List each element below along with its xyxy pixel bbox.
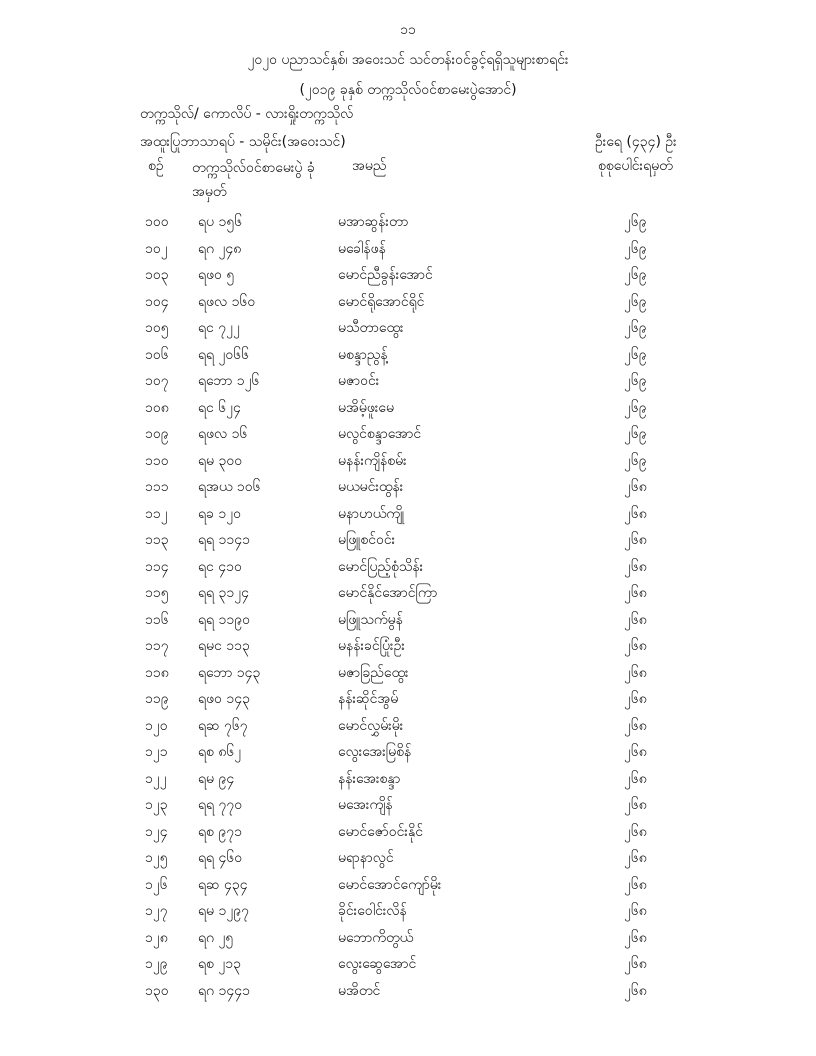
row-no: ၁၂၄ bbox=[145, 823, 168, 840]
table-row bbox=[0, 290, 816, 317]
row-no: ၁၂၅ bbox=[145, 850, 168, 866]
row-no: ၁၁၃ bbox=[145, 532, 169, 548]
row-score: ၂၆၈ bbox=[624, 691, 647, 707]
row-score: ၂၆၈ bbox=[624, 505, 647, 522]
row-name: မယမင်းထွန်း bbox=[338, 479, 404, 495]
row-no: ၁၀၂ bbox=[145, 240, 168, 257]
column-header-roll: တက္ကသိုလ်ဝင်စာမေးပွဲ ခုံအမှတ် bbox=[192, 160, 315, 200]
row-name: မအိမ့်ဖူးမေ bbox=[338, 399, 394, 416]
row-roll-number: ရဂ ၂၅ bbox=[198, 929, 234, 946]
row-name: လွေးအေးမြစိန် bbox=[338, 744, 412, 760]
row-name: မခေါန်ဖန် bbox=[338, 240, 386, 257]
table-row bbox=[0, 952, 816, 979]
row-name: နန်းအေးစန္ဒာ bbox=[338, 770, 401, 787]
row-roll-number: ရင ၄၁၀ bbox=[198, 558, 242, 575]
row-name: မအေးကျိန် bbox=[338, 797, 393, 813]
row-name: မောင်ညီခွန်းအောင် bbox=[338, 267, 433, 283]
row-name: မသီတာထွေး bbox=[338, 320, 404, 336]
university-line: တက္ကသိုလ်/ ကောလိပ် - လားရှိုးတက္ကသိုလ် bbox=[140, 106, 354, 122]
row-name: နန်းဆိုင်အွမ် bbox=[338, 691, 399, 707]
row-roll-number: ရစ ၂၁၃ bbox=[198, 956, 241, 972]
row-name: မရာနာလွင် bbox=[338, 850, 394, 866]
major-line: အထူးပြုဘာသာရပ် - သမိုင်း(အဝေးသင်) bbox=[140, 134, 346, 150]
row-roll-number: ရမ ၁၂၉၇ bbox=[198, 903, 249, 919]
table-row bbox=[0, 528, 816, 555]
row-roll-number: ရရ ၂၀၆၆ bbox=[198, 346, 250, 363]
row-name: မဇာဝင်း bbox=[338, 373, 380, 389]
row-score: ၂၆၈ bbox=[624, 638, 647, 654]
row-roll-number: ရဘော ၁၂၆ bbox=[198, 373, 260, 389]
row-roll-number: ရမ ၉၄ bbox=[198, 770, 235, 787]
row-score: ၂၆၈ bbox=[624, 532, 647, 548]
row-score: ၂၆၈ bbox=[624, 717, 647, 734]
row-name: မနာဟယ်ကျို bbox=[338, 505, 405, 522]
row-score: ၂၆၈ bbox=[624, 611, 647, 628]
row-no: ၁၀၃ bbox=[145, 267, 169, 283]
row-name: မဇာခြည်ထွေး bbox=[338, 664, 409, 681]
row-roll-number: ရရ ၄၆၀ bbox=[198, 850, 243, 866]
row-roll-number: ရမင ၁၁၃ bbox=[198, 638, 250, 654]
row-no: ၁၃၀ bbox=[145, 982, 169, 999]
row-name: လွေးဆွေအောင် bbox=[338, 956, 417, 972]
row-name: မအာဆွန်းတာ bbox=[338, 214, 409, 230]
row-roll-number: ရဘော ၁၄၃ bbox=[198, 664, 261, 681]
row-no: ၁၂၉ bbox=[145, 956, 168, 972]
row-name: မဘောကိတွယ် bbox=[338, 929, 414, 946]
table-row bbox=[0, 263, 816, 290]
table-row bbox=[0, 343, 816, 370]
row-no: ၁၁၉ bbox=[145, 691, 169, 707]
row-score: ၂၆၈ bbox=[624, 585, 647, 601]
row-name: မောင်ပြည့်စုံသိန်း bbox=[338, 558, 424, 575]
row-score: ၂၆၉ bbox=[624, 214, 647, 230]
row-roll-number: ရဖဝ ၁၄၃ bbox=[198, 691, 250, 707]
table-row bbox=[0, 899, 816, 926]
row-roll-number: ရင ၇၂၂ bbox=[198, 320, 240, 336]
row-roll-number: ရရ ၁၁၄၁ bbox=[198, 532, 251, 548]
row-no: ၁၀၈ bbox=[145, 399, 169, 416]
table-row bbox=[0, 793, 816, 820]
total-count: ဦးရေ (၄၃၄) ဦး bbox=[595, 134, 677, 150]
page-title: ၂၀၂၀ ပညာသင်နှစ်၊ အဝေးသင် သင်တန်းဝင်ခွင့်ရရှိသူများစာရင်း bbox=[247, 52, 569, 68]
table-row bbox=[0, 396, 816, 423]
row-roll-number: ရဖဝ ၅ bbox=[198, 267, 235, 283]
table-row bbox=[0, 316, 816, 343]
row-roll-number: ရဆ ၄၃၄ bbox=[198, 876, 248, 893]
row-roll-number: ရပ ၁၅၆ bbox=[198, 214, 243, 230]
row-score: ၂၆၉ bbox=[624, 240, 647, 257]
row-score: ၂၆၈ bbox=[624, 770, 647, 787]
table-row bbox=[0, 740, 816, 767]
row-score: ၂၆၉ bbox=[624, 320, 647, 336]
row-score: ၂၆၉ bbox=[624, 426, 647, 442]
row-roll-number: ရမ ၃၀၀ bbox=[198, 452, 243, 469]
row-name: မောင်အောင်ကျော်မိုး bbox=[338, 876, 442, 893]
row-roll-number: ရဂ ၁၄၄၁ bbox=[198, 982, 250, 999]
row-roll-number: ရရ ၁၁၉၀ bbox=[198, 611, 251, 628]
table-row bbox=[0, 608, 816, 635]
table-row bbox=[0, 422, 816, 449]
row-roll-number: ရစ ၈၆၂ bbox=[198, 744, 242, 760]
row-roll-number: ရစ ၉၇၁ bbox=[198, 823, 242, 840]
row-score: ၂၆၉ bbox=[624, 346, 647, 363]
row-score: ၂၆၉ bbox=[624, 399, 647, 416]
row-score: ၂၆၈ bbox=[624, 797, 647, 813]
page-number: ၁၁ bbox=[400, 22, 416, 38]
column-header-no: စဉ် bbox=[148, 158, 164, 174]
row-score: ၂၆၈ bbox=[624, 929, 647, 946]
row-score: ၂၆၈ bbox=[624, 558, 647, 575]
table-row bbox=[0, 661, 816, 688]
row-no: ၁၀၇ bbox=[145, 373, 169, 389]
row-score: ၂၆၉ bbox=[624, 267, 647, 283]
table-row bbox=[0, 210, 816, 237]
row-score: ၂၆၈ bbox=[624, 664, 647, 681]
row-name: မနန်းခင်ပြုံးဦး bbox=[338, 638, 405, 654]
results-table bbox=[0, 210, 816, 1005]
table-row bbox=[0, 369, 816, 396]
row-name: မဖြူသက်မွန် bbox=[338, 611, 403, 628]
row-no: ၁၀၅ bbox=[145, 320, 169, 336]
row-score: ၂၆၈ bbox=[624, 903, 647, 919]
row-no: ၁၂၀ bbox=[145, 717, 168, 734]
row-no: ၁၀၉ bbox=[145, 426, 169, 442]
row-score: ၂၆၈ bbox=[624, 982, 647, 999]
row-no: ၁၂၂ bbox=[145, 770, 167, 787]
table-row bbox=[0, 687, 816, 714]
row-roll-number: ရဖလ ၁၆၀ bbox=[198, 293, 256, 310]
row-score: ၂၆၈ bbox=[624, 823, 647, 840]
row-no: ၁၁၂ bbox=[145, 505, 168, 522]
table-row bbox=[0, 581, 816, 608]
row-no: ၁၂၆ bbox=[145, 876, 168, 893]
row-score: ၂၆၈ bbox=[624, 850, 647, 866]
table-row bbox=[0, 926, 816, 953]
row-roll-number: ရင ၆၂၄ bbox=[198, 399, 241, 416]
table-row bbox=[0, 873, 816, 900]
row-name: မနန်းကျိန်စမ်း bbox=[338, 452, 407, 469]
row-roll-number: ရရ ၇၇၀ bbox=[198, 797, 243, 813]
table-row bbox=[0, 714, 816, 741]
row-no: ၁၁၁ bbox=[145, 479, 169, 495]
row-no: ၁၀၀ bbox=[145, 214, 169, 230]
row-score: ၂၆၉ bbox=[624, 293, 647, 310]
row-no: ၁၁၀ bbox=[145, 452, 169, 469]
row-score: ၂၆၉ bbox=[624, 452, 647, 469]
row-name: ခိုင်းဝေါင်းလိန် bbox=[338, 903, 407, 919]
table-row bbox=[0, 502, 816, 529]
row-name: မဖြူစင်ဝင်း bbox=[338, 532, 396, 548]
table-row bbox=[0, 449, 816, 476]
row-name: မောင်ဇော်ဝင်းနိုင် bbox=[338, 823, 423, 840]
row-name: မောင်ရိုအောင်ရိုင် bbox=[338, 293, 425, 310]
row-no: ၁၂၁ bbox=[145, 744, 168, 760]
row-score: ၂၆၈ bbox=[624, 479, 647, 495]
row-name: မောင်လွှမ်းမိုး bbox=[338, 717, 404, 734]
row-no: ၁၂၈ bbox=[145, 929, 168, 946]
row-roll-number: ရခ ၁၂၀ bbox=[198, 505, 241, 522]
table-row bbox=[0, 979, 816, 1006]
row-roll-number: ရအယ ၁၀၆ bbox=[198, 479, 261, 495]
row-no: ၁၀၄ bbox=[145, 293, 169, 310]
row-no: ၁၁၅ bbox=[145, 585, 169, 601]
row-no: ၁၁၈ bbox=[145, 664, 169, 681]
row-no: ၁၁၆ bbox=[145, 611, 169, 628]
row-score: ၂၆၉ bbox=[624, 373, 647, 389]
table-row bbox=[0, 767, 816, 794]
row-no: ၁၂၇ bbox=[145, 903, 168, 919]
row-name: မအိတင် bbox=[338, 982, 381, 999]
row-roll-number: ရဖလ ၁၆ bbox=[198, 426, 248, 442]
row-roll-number: ရရ ၃၁၂၄ bbox=[198, 585, 250, 601]
row-name: မလွင်စန္ဒာအောင် bbox=[338, 426, 422, 442]
row-name: မစန္ဒာညွန့် bbox=[338, 346, 388, 363]
table-row bbox=[0, 475, 816, 502]
row-no: ၁၂၃ bbox=[145, 797, 168, 813]
row-roll-number: ရဂ ၂၄၈ bbox=[198, 240, 242, 257]
table-row bbox=[0, 634, 816, 661]
row-score: ၂၆၈ bbox=[624, 744, 647, 760]
row-roll-number: ရဆ ၇၆၇ bbox=[198, 717, 248, 734]
table-row bbox=[0, 555, 816, 582]
row-name: မောင်နိုင်အောင်ကြာ bbox=[338, 585, 438, 601]
table-row bbox=[0, 846, 816, 873]
row-no: ၁၁၇ bbox=[145, 638, 169, 654]
page-subtitle: (၂၀၁၉ ခုနှစ် တက္ကသိုလ်ဝင်စာမေးပွဲအောင်) bbox=[299, 82, 517, 98]
row-no: ၁၀၆ bbox=[145, 346, 169, 363]
column-header-name: အမည် bbox=[352, 158, 387, 174]
table-row bbox=[0, 237, 816, 264]
row-score: ၂၆၈ bbox=[624, 956, 647, 972]
row-no: ၁၁၄ bbox=[145, 558, 169, 575]
column-header-score: စုစုပေါင်းရမှတ် bbox=[598, 158, 673, 174]
row-score: ၂၆၈ bbox=[624, 876, 647, 893]
table-row bbox=[0, 820, 816, 847]
